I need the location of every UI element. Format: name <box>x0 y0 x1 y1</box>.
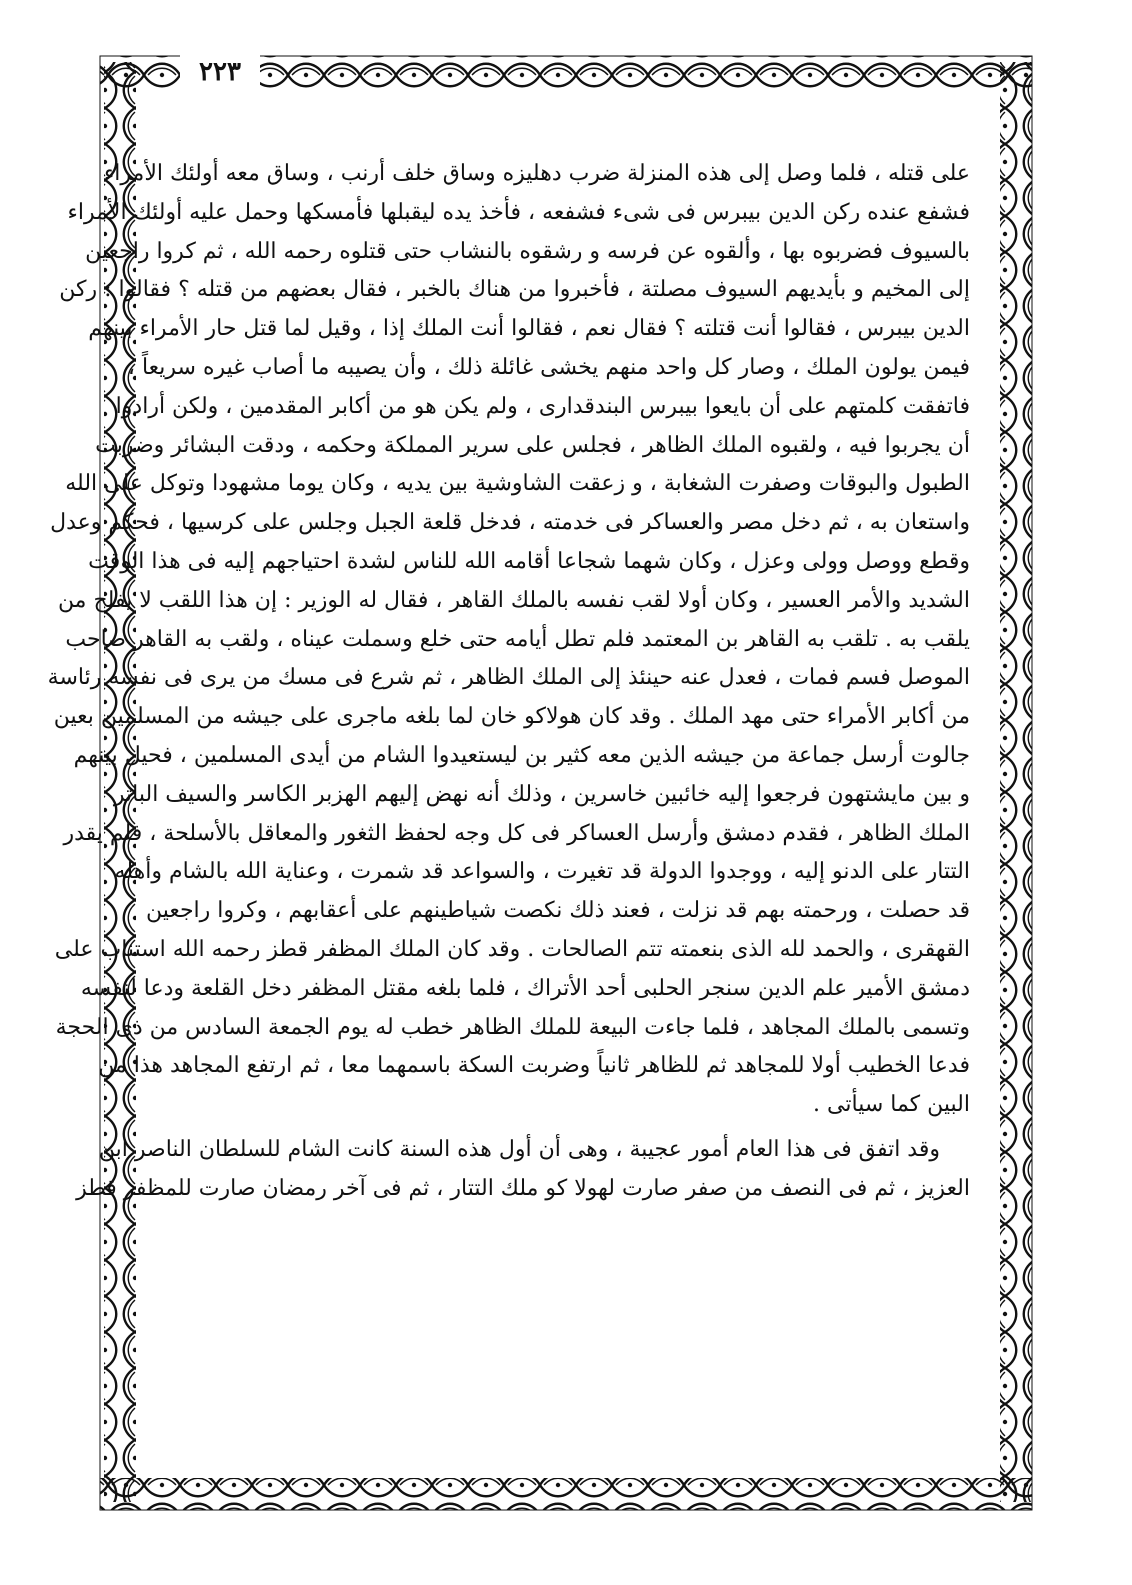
page-number: ٢٢٣ <box>180 54 260 90</box>
text-line: البين كما سيأتى . <box>813 1092 970 1118</box>
text-line: فاتفقت كلمتهم على أن بايعوا بيبرس البندقدارى ، ولم يكن هو من أكابر المقدمين ، ولكن أرادوا <box>115 393 970 419</box>
text-line: الموصل فسم فمات ، فعدل عنه حينئذ إلى الملك الظاهر ، ثم شرع فى مسك من يرى فى نفسه رئاسة <box>47 665 970 691</box>
text-line: قد حصلت ، ورحمته بهم قد نزلت ، فعند ذلك نكصت شياطينهم على أعقابهم ، وكروا راجعين <box>145 898 970 924</box>
text-line: دمشق الأمير علم الدين سنجر الحلبى أحد الأتراك ، فلما بلغه مقتل المظفر دخل القلعة ودعا لنفسه <box>80 975 970 1001</box>
text-line: بالسيوف فضربوه بها ، وألقوه عن فرسه و رشقوه بالنشاب حتى قتلوه رحمه الله ، ثم كروا راجعين <box>85 238 970 264</box>
text-line: واستعان به ، ثم دخل مصر والعساكر فى خدمته ، فدخل قلعة الجبل وجلس على كرسيها ، فحكم وعدل <box>50 510 970 536</box>
text-line: يلقب به . تلقب به القاهر بن المعتمد فلم تطل أيامه حتى خلع وسملت عيناه ، ولقب به القاهر صاحب <box>65 626 970 652</box>
text-line: فيمن يولون الملك ، وصار كل واحد منهم يخشى غائلة ذلك ، وأن يصيبه ما أصاب غيره سريعاً ، <box>127 354 970 380</box>
text-line: جالوت أرسل جماعة من جيشه الذين معه كثير بن ليستعيدوا الشام من أيدى المسلمين ، فحيل بينهم <box>73 742 970 768</box>
text-line: الطبول والبوقات وصفرت الشغابة ، و زعقت الشاوشية بين يديه ، وكان يوما مشهودا وتوكل على الله <box>65 471 970 497</box>
paragraph <box>76 1131 970 1209</box>
text-line: العزيز ، ثم فى النصف من صفر صارت لهولا كو ملك التتار ، ثم فى آخر رمضان صارت للمظفر قطز <box>76 1175 970 1201</box>
paragraph <box>47 155 970 1125</box>
text-line: و بين مايشتهون فرجعوا إليه خائبين خاسرين ، وذلك أنه نهض إليهم الهزبر الكاسر والسيف الباتر <box>113 781 970 807</box>
text-line: الشديد والأمر العسير ، وكان أولا لقب نفسه بالملك القاهر ، فقال له الوزير : إن هذا اللقب لا يفلح من <box>57 587 970 613</box>
text-line: إلى المخيم و بأيديهم السيوف مصلتة ، فأخبروا من هناك بالخبر ، فقال بعضهم من قتله ؟ فقالوا : ركن <box>59 277 970 303</box>
text-line: القهقرى ، والحمد لله الذى بنعمته تتم الصالحات . وقد كان الملك المظفر قطز رحمه الله استناب على <box>54 936 970 962</box>
text-line: فدعا الخطيب أولا للمجاهد ثم للظاهر ثانياً وضربت السكة باسمهما معا ، ثم ارتفع المجاهد هذا من <box>98 1053 970 1079</box>
text-line: فشفع عنده ركن الدين بيبرس فى شىء فشفعه ، فأخذ يده ليقبلها فأمسكها وحمل عليه أولئك الأمراء <box>67 199 970 225</box>
text-line: الملك الظاهر ، فقدم دمشق وأرسل العساكر فى كل وجه لحفظ الثغور والمعاقل بالأسلحة ، فلم يقدر <box>63 820 970 846</box>
text-line: وقطع ووصل وولى وعزل ، وكان شهما شجاعا أقامه الله للناس لشدة احتياجهم إليه فى هذا الوقت <box>88 548 970 574</box>
text-line: من أكابر الأمراء حتى مهد الملك . وقد كان هولاكو خان لما بلغه ماجرى على جيشه من المسلمين بعين <box>53 704 970 730</box>
text-line: وتسمى بالملك المجاهد ، فلما جاءت البيعة للملك الظاهر خطب له يوم الجمعة السادس من ذى الحجة <box>55 1014 970 1040</box>
text-line: التتار على الدنو إليه ، ووجدوا الدولة قد تغيرت ، والسواعد قد شمرت ، وعناية الله بالشام وأهله <box>114 859 970 885</box>
text-line: على قتله ، فلما وصل إلى هذه المنزلة ضرب دهليزه وساق خلف أرنب ، وساق معه أولئك الأمراء <box>103 161 970 186</box>
text-line: الدين بيبرس ، فقالوا أنت قتلته ؟ فقال نعم ، فقالوا أنت الملك إذا ، وقيل لما قتل حار الأمراء بينهم <box>88 316 970 342</box>
text-line: وقد اتفق فى هذا العام أمور عجيبة ، وهى أن أول هذه السنة كانت الشام للسلطان الناصر ابن <box>98 1136 940 1162</box>
text-line: أن يجربوا فيه ، ولقبوه الملك الظاهر ، فجلس على سرير المملكة وحكمه ، ودقت البشائر وضربت <box>95 432 970 458</box>
body-text <box>47 155 970 1209</box>
